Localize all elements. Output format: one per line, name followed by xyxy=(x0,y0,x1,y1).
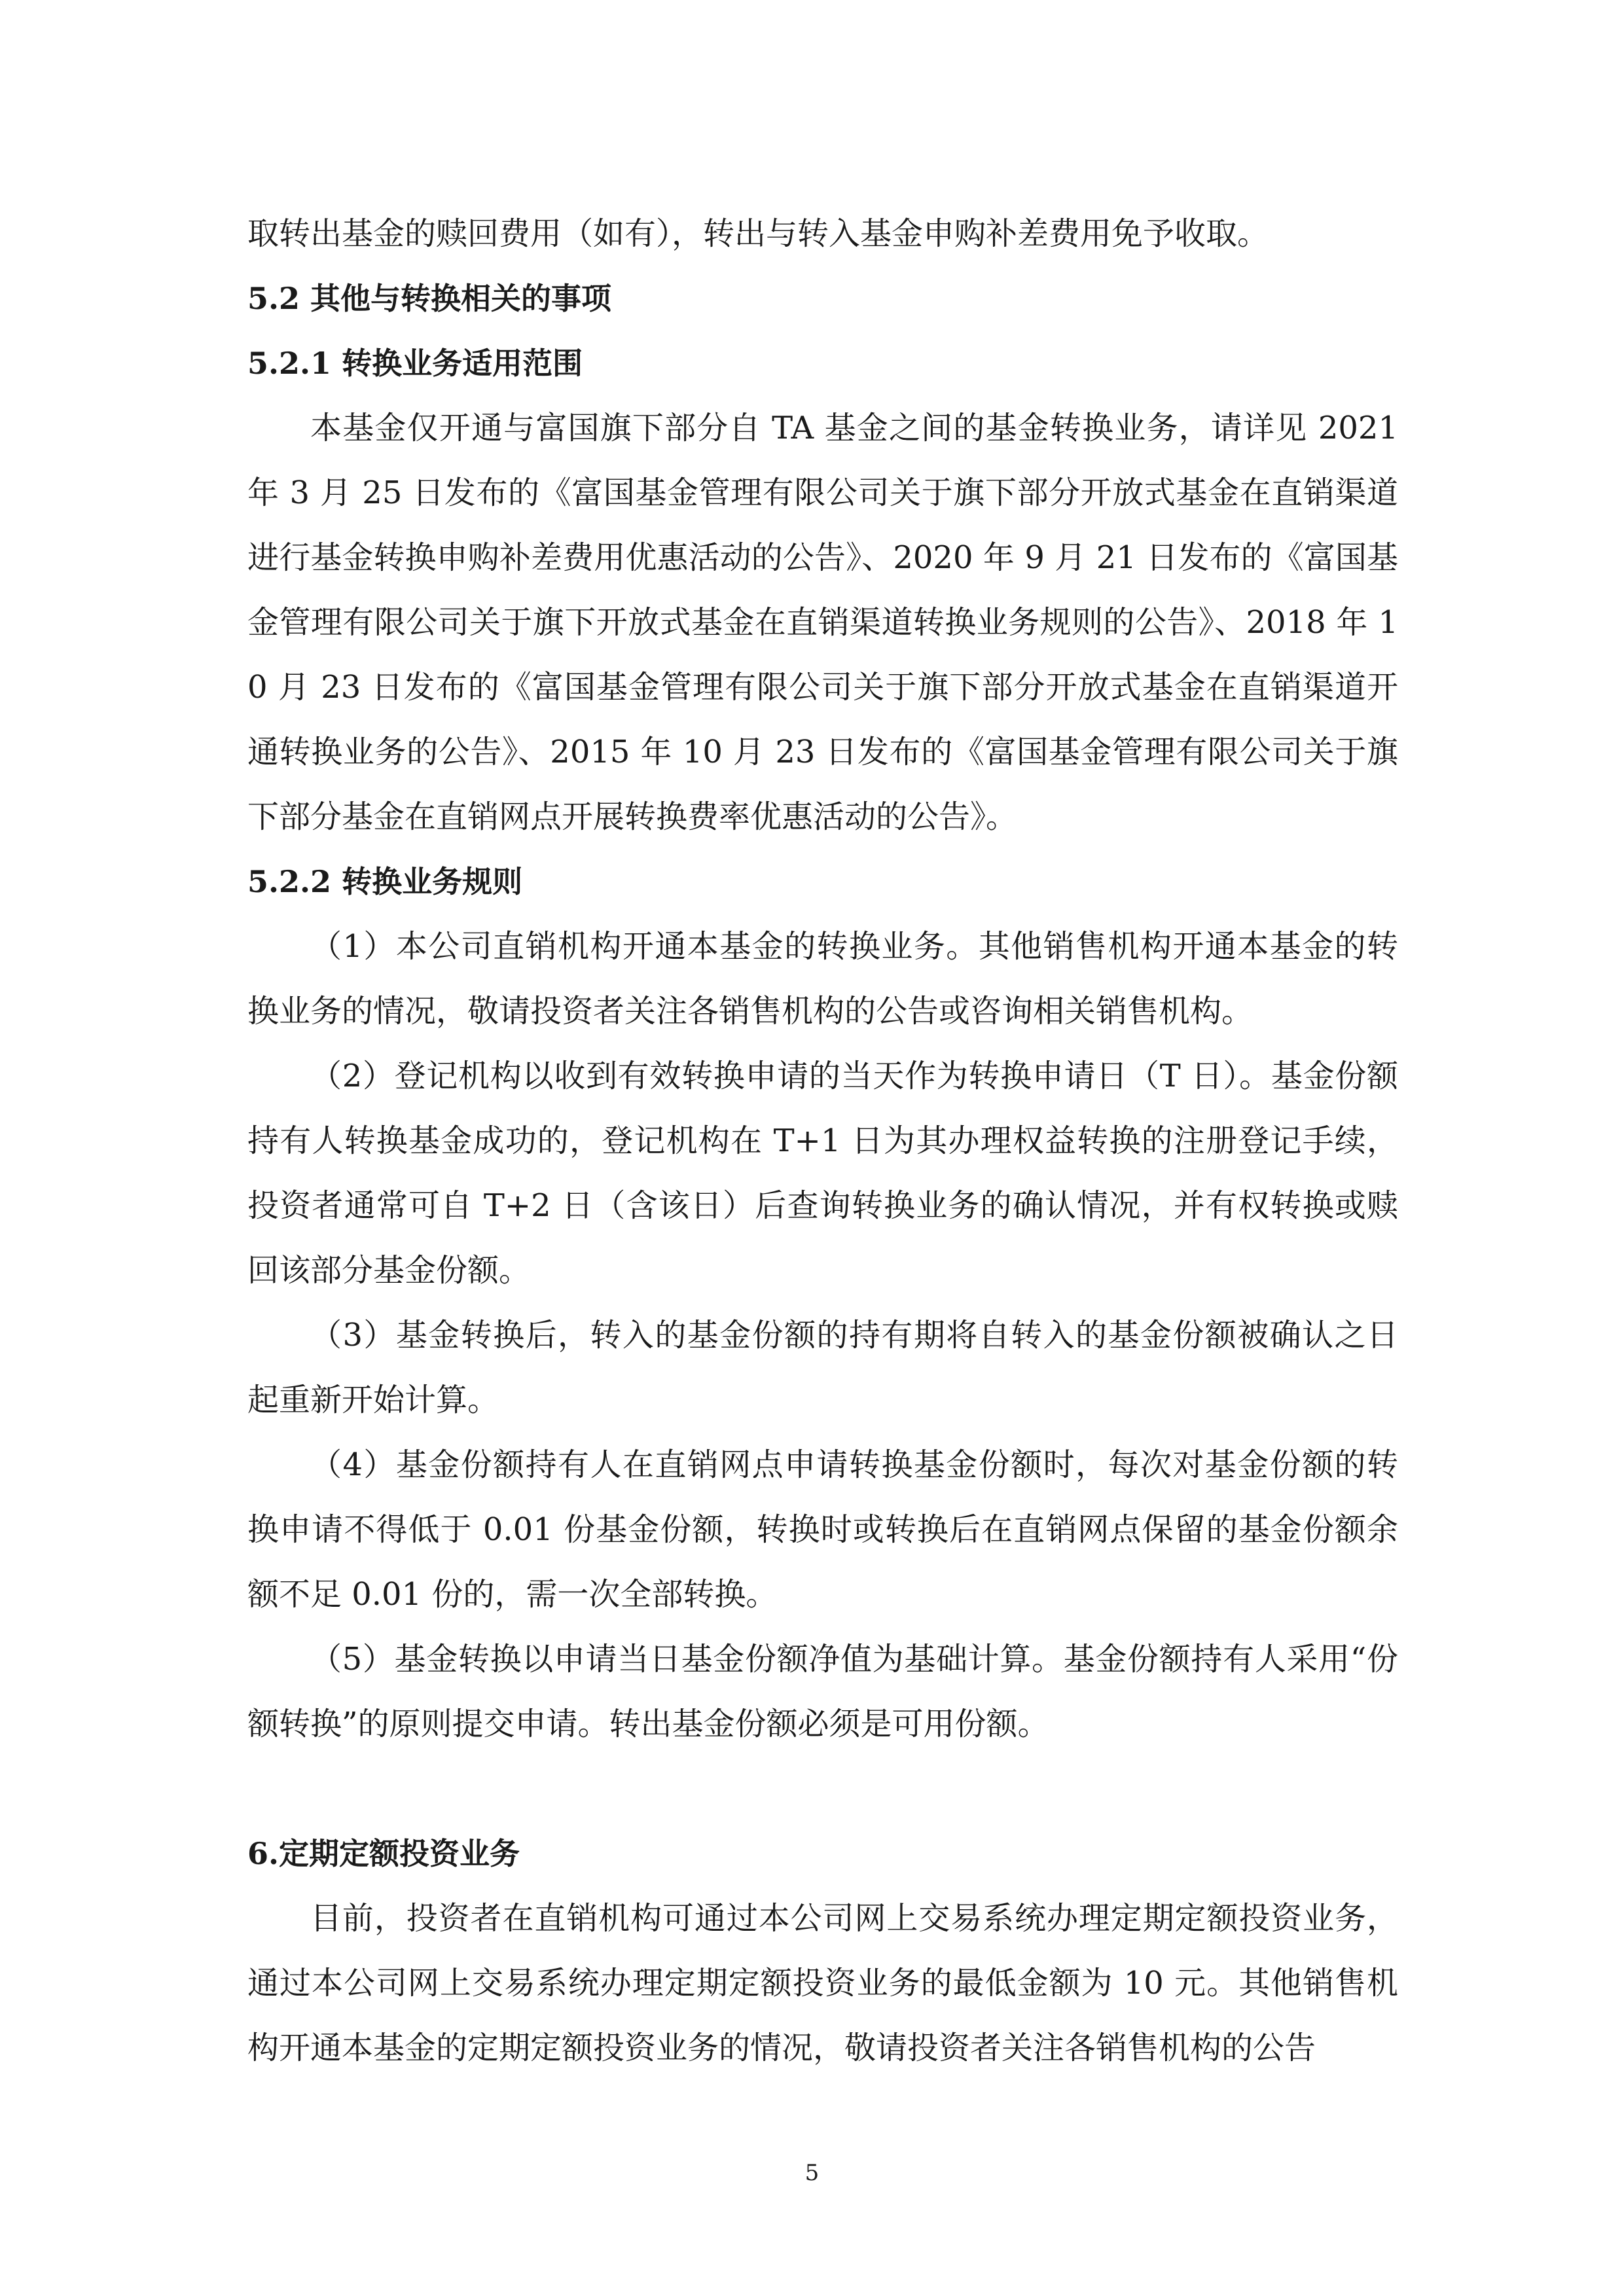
rule-item-5: （5）基金转换以申请当日基金份额净值为基础计算。基金份额持有人采用“份额转换”的原则提交申请。转出基金份额必须是可用份额。 xyxy=(247,1641,1398,1742)
rule-item-1: （1）本公司直销机构开通本基金的转换业务。其他销售机构开通本基金的转换业务的情况，敬请投资者关注各销售机构的公告或咨询相关销售机构。 xyxy=(247,928,1398,1030)
paragraph-continuation: 取转出基金的赎回费用（如有），转出与转入基金申购补差费用免予收取。 xyxy=(247,215,1269,252)
subsection-heading-5-2-2: 5.2.2 转换业务规则 xyxy=(247,864,523,899)
subsection-heading-5-2-1: 5.2.1 转换业务适用范围 xyxy=(247,346,583,381)
rule-item-2: （2）登记机构以收到有效转换申请的当天作为转换申请日（T 日）。基金份额持有人转换基金成功的，登记机构在 T+1 日为其办理权益转换的注册登记手续，投资者通常可自 T+2 日（含该日）后查询转换业务的确认情况，并有权转换或赎回该部分基金份额。 xyxy=(247,1058,1398,1289)
page-number: 5 xyxy=(804,2160,820,2186)
document-body xyxy=(247,202,1398,2081)
rule-item-4: （4）基金份额持有人在直销网点申请转换基金份额时，每次对基金份额的转换申请不得低于 0.01 份基金份额，转换时或转换后在直销网点保留的基金份额余额不足 0.01 份的，需一次全部转换。 xyxy=(247,1446,1398,1613)
paragraph-regular-investment: 目前，投资者在直销机构可通过本公司网上交易系统办理定期定额投资业务，通过本公司网上交易系统办理定期定额投资业务的最低金额为 10 元。其他销售机构开通本基金的定期定额投资业务的情况，敬请投资者关注各销售机构的公告 xyxy=(247,1900,1398,2066)
section-heading-5-2: 5.2 其他与转换相关的事项 xyxy=(247,281,612,316)
paragraph-conversion-scope: 本基金仅开通与富国旗下部分自 TA 基金之间的基金转换业务，请详见 2021 年 3 月 25 日发布的《富国基金管理有限公司关于旗下部分开放式基金在直销渠道进行基金转换申购补差费用优惠活动的公告》、2020 年 9 月 21 日发布的《富国基金管理有限公司关于旗下开放式基金在直销渠道转换业务规则的公告》、2018 年 10 月 23 日发布的《富国基金管理有限公司关于旗下部分开放式基金在直销渠道开通转换业务的公告》、2015 年 10 月 23 日发布的《富国基金管理有限公司关于旗下部分基金在直销网点开展转换费率优惠活动的公告》。 xyxy=(247,410,1398,835)
rule-item-3: （3）基金转换后，转入的基金份额的持有期将自转入的基金份额被确认之日起重新开始计算。 xyxy=(247,1317,1398,1418)
section-heading-6: 6.定期定额投资业务 xyxy=(247,1836,520,1871)
